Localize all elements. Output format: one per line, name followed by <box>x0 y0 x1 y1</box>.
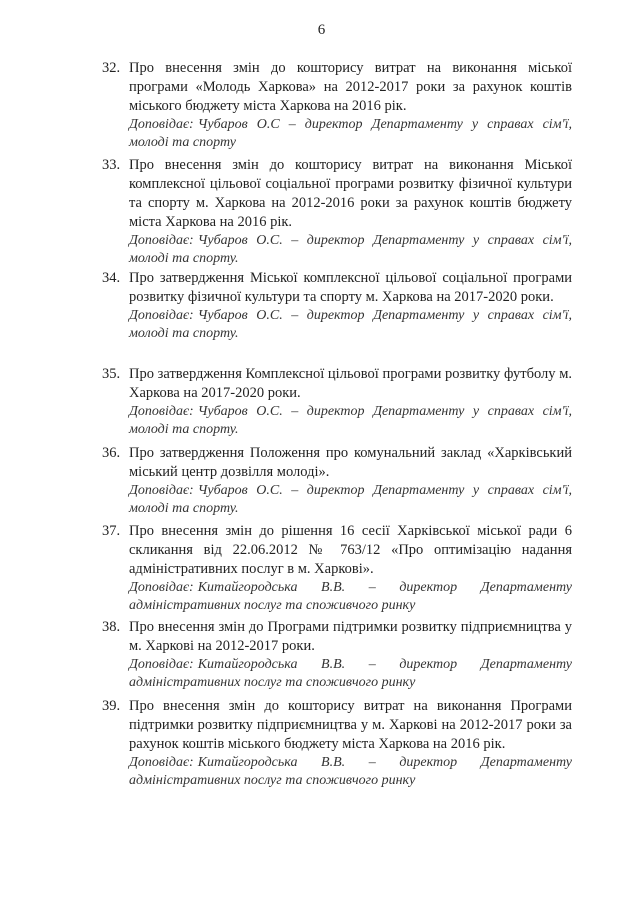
item-speaker <box>129 482 572 518</box>
item-speaker <box>129 754 572 790</box>
item-title: Про внесення змін до Програми підтримки розвитку підприємництва у м. Харкові на 2012-2017 роки. <box>129 619 572 654</box>
item-speaker <box>129 232 572 268</box>
speaker-name: Чубаров О.С – директор Департаменту у справах сім'ї, молоді та спорту <box>129 117 572 150</box>
item-number: 34. <box>102 270 121 286</box>
speaker-name: Чубаров О.С. – директор Департаменту у справах сім'ї, молоді та спорту. <box>129 233 572 266</box>
item-title: Про внесення змін до рішення 16 сесії Харківської міської ради 6 скликання від 22.06.2012 № 763/12 «Про оптимізацію надання адміністративних послуг в м. Харкові». <box>129 523 572 577</box>
speaker-label: Доповідає: <box>129 755 194 770</box>
item-speaker <box>129 403 572 439</box>
item-number: 36. <box>102 445 121 461</box>
agenda-item-39 <box>102 697 572 790</box>
item-number: 37. <box>102 523 121 539</box>
speaker-label: Доповідає: <box>129 117 194 132</box>
speaker-label: Доповідає: <box>129 233 194 248</box>
item-number: 38. <box>102 619 121 635</box>
speaker-name: Чубаров О.С. – директор Департаменту у справах сім'ї, молоді та спорту. <box>129 483 572 516</box>
speaker-label: Доповідає: <box>129 308 194 323</box>
speaker-label: Доповідає: <box>129 657 194 672</box>
agenda-item-37 <box>102 522 572 615</box>
item-title: Про затвердження Міської комплексної цільової соціальної програми розвитку фізичної культури та спорту м. Харкова на 2017-2020 роки. <box>129 270 572 305</box>
speaker-name: Китайгородська В.В. – директор Департаменту адміністративних послуг та споживчого ринку <box>129 755 572 788</box>
item-speaker <box>129 656 572 692</box>
speaker-label: Доповідає: <box>129 580 194 595</box>
speaker-label: Доповідає: <box>129 404 194 419</box>
item-title: Про затвердження Комплексної цільової програми розвитку футболу м. Харкова на 2017-2020 роки. <box>129 366 572 401</box>
speaker-label: Доповідає: <box>129 483 194 498</box>
agenda-item-35 <box>102 365 572 439</box>
agenda-item-38 <box>102 618 572 692</box>
item-title: Про внесення змін до кошторису витрат на виконання Програми підтримки розвитку підприємництва у м. Харкові на 2012-2017 роки за рахунок коштів міського бюджету міста Харкова на 2016 рік. <box>129 698 572 752</box>
speaker-name: Китайгородська В.В. – директор Департаменту адміністративних послуг та споживчого ринку <box>129 657 572 690</box>
item-speaker <box>129 116 572 152</box>
item-title: Про затвердження Положення про комунальний заклад «Харківський міський центр дозвілля молоді». <box>129 445 572 480</box>
agenda-item-32 <box>102 59 572 152</box>
agenda-item-34 <box>102 269 572 343</box>
speaker-name: Чубаров О.С. – директор Департаменту у справах сім'ї, молоді та спорту. <box>129 308 572 341</box>
page-number: 6 <box>317 22 326 38</box>
speaker-name: Китайгородська В.В. – директор Департаменту адміністративних послуг та споживчого ринку <box>129 580 572 613</box>
item-number: 32. <box>102 60 121 76</box>
item-number: 35. <box>102 366 121 382</box>
agenda-item-33 <box>102 156 572 268</box>
item-number: 33. <box>102 157 121 173</box>
agenda-item-36 <box>102 444 572 518</box>
item-speaker <box>129 579 572 615</box>
item-speaker <box>129 307 572 343</box>
item-number: 39. <box>102 698 121 714</box>
item-title: Про внесення змін до кошторису витрат на виконання міської програми «Молодь Харкова» на 2012-2017 роки за рахунок коштів міського бюджету міста Харкова на 2016 рік. <box>129 60 572 114</box>
speaker-name: Чубаров О.С. – директор Департаменту у справах сім'ї, молоді та спорту. <box>129 404 572 437</box>
item-title: Про внесення змін до кошторису витрат на виконання Міської комплексної цільової соціальної програми розвитку фізичної культури та спорту м. Харкова на 2012-2016 роки за рахунок коштів бюджету міста Харкова на 2016 рік. <box>129 157 572 230</box>
